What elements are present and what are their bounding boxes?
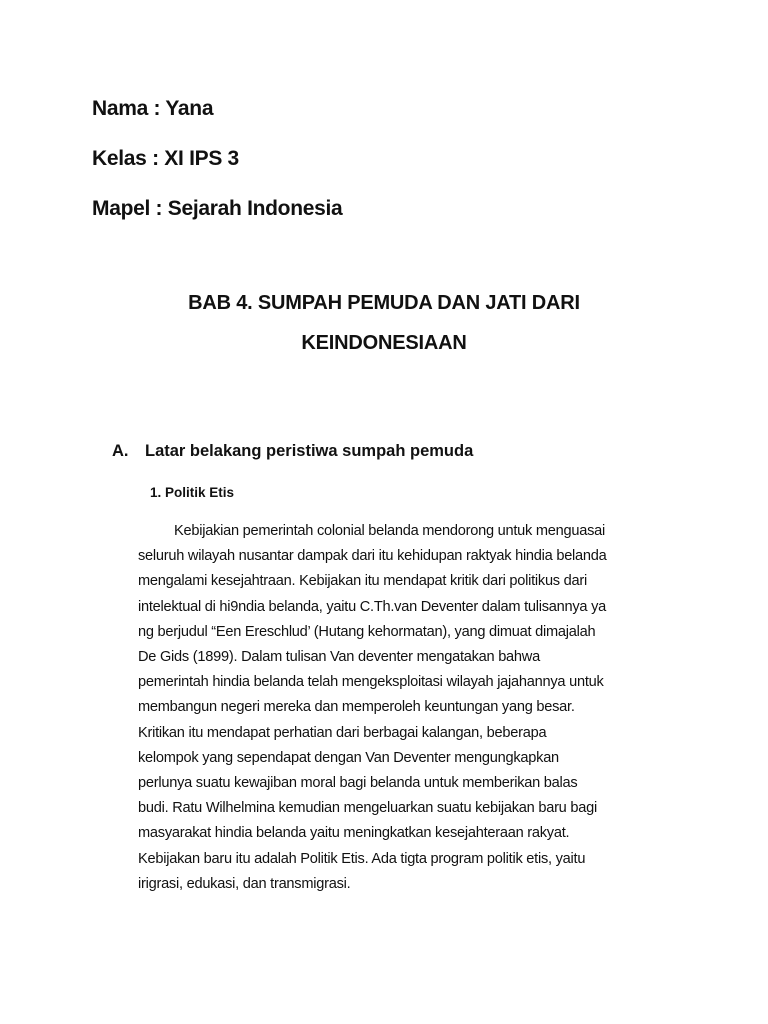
paragraph-line: mengalami kesejahtraan. Kebijakan itu mendapat kritik dari politikus dari [138,573,587,590]
paragraph-line: kelompok yang sependapat dengan Van Deventer mengungkapkan [138,749,559,766]
paragraph-line: budi. Ratu Wilhelmina kemudian mengeluarkan suatu kebijakan baru bagi [138,800,597,817]
paragraph-line: Kebijakan baru itu adalah Politik Etis. Ada tigta program politik etis, yaitu [138,850,586,867]
name-line: Nama : Yana [92,97,214,120]
section-heading-text: Latar belakang peristiwa sumpah pemuda [145,442,474,460]
paragraph-line: Kebijakian pemerintah colonial belanda mendorong untuk menguasai [174,523,606,539]
paragraph-line: membangun negeri mereka dan memperoleh keuntungan yang besar. [138,699,575,716]
paragraph-line: masyarakat hindia belanda yaitu meningkatkan kesejahteraan rakyat. [138,825,570,842]
paragraph-line: Kritikan itu mendapat perhatian dari berbagai kalangan, beberapa [138,724,547,741]
paragraph-line: perlunya suatu kewajiban moral bagi belanda untuk memberikan balas [138,775,578,792]
paragraph-line: intelektual di hi9ndia belanda, yaitu C.Th.van Deventer dalam tulisannya ya [138,598,607,615]
paragraph-line: seluruh wilayah nusantar dampak dari itu kehidupan raktyak hindia belanda [138,548,607,565]
section-heading [112,442,473,461]
class-line: Kelas : XI IPS 3 [92,147,239,170]
paragraph-line: De Gids (1899). Dalam tulisan Van deventer mengatakan bahwa [138,649,540,666]
chapter-title-line-2: KEINDONESIAAN [301,332,467,354]
subject-line: Mapel : Sejarah Indonesia [92,197,343,220]
body-paragraph [138,519,607,897]
paragraph-line: ng berjudul “Een Ereschlud’ (Hutang kehormatan), yang dimuat dimajalah [138,623,596,640]
paragraph-line: irigrasi, edukasi, dan transmigrasi. [138,875,351,892]
chapter-title-line-1: BAB 4. SUMPAH PEMUDA DAN JATI DARI [188,292,580,314]
section-number: A. [112,442,129,460]
subsection-heading: 1. Politik Etis [150,485,235,500]
paragraph-line: pemerintah hindia belanda telah mengeksploitasi wilayah jajahannya untuk [138,674,604,691]
